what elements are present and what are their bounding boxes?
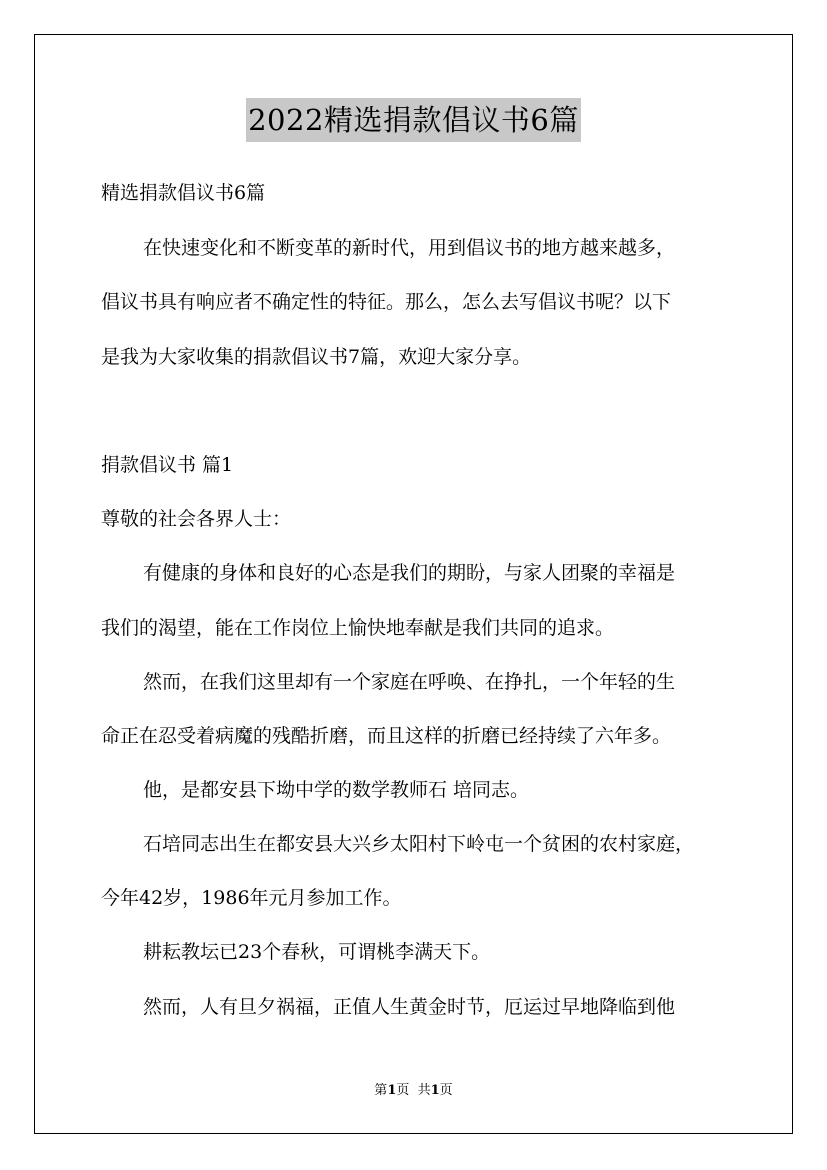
page-suffix: 页	[439, 1083, 453, 1098]
body-line: 然而，人有旦夕祸福，正值人生黄金时节，厄运过早地降临到他	[143, 996, 676, 1018]
body-line: 有健康的身体和良好的心态是我们的期盼，与家人团聚的幸福是	[143, 562, 676, 584]
body-line: 命正在忍受着病魔的残酷折磨，而且这样的折磨已经持续了六年多。	[101, 725, 672, 747]
intro-line: 在快速变化和不断变革的新时代，用到倡议书的地方越来越多，	[143, 237, 676, 259]
body-line: 耕耘教坛已23个春秋，可谓桃李满天下。	[143, 941, 491, 963]
body-line: 他，是都安县下坳中学的数学教师石 培同志。	[143, 779, 530, 801]
title-container	[0, 98, 827, 142]
page-footer	[0, 1082, 827, 1100]
document-subtitle: 精选捐款倡议书6篇	[101, 182, 266, 204]
intro-line: 是我为大家收集的捐款倡议书7篇，欢迎大家分享。	[101, 346, 532, 368]
body-line: 今年42岁，1986年元月参加工作。	[101, 887, 402, 909]
page-current: 1	[387, 1083, 397, 1098]
intro-line: 倡议书具有响应者不确定性的特征。那么，怎么去写倡议书呢？以下	[101, 291, 672, 313]
page-prefix: 第	[374, 1083, 388, 1098]
body-line: 然而，在我们这里却有一个家庭在呼唤、在挣扎，一个年轻的生	[143, 671, 676, 693]
body-line: 石培同志出生在都安县大兴乡太阳村下岭屯一个贫困的农村家庭，	[143, 833, 695, 855]
page-mid: 页 共	[396, 1083, 431, 1098]
page-total: 1	[430, 1083, 440, 1098]
document-title: 2022精选捐款倡议书6篇	[246, 98, 581, 142]
salutation: 尊敬的社会各界人士：	[101, 508, 292, 530]
body-line: 我们的渴望，能在工作岗位上愉快地奉献是我们共同的追求。	[101, 617, 615, 639]
section-heading: 捐款倡议书 篇1	[101, 454, 234, 476]
